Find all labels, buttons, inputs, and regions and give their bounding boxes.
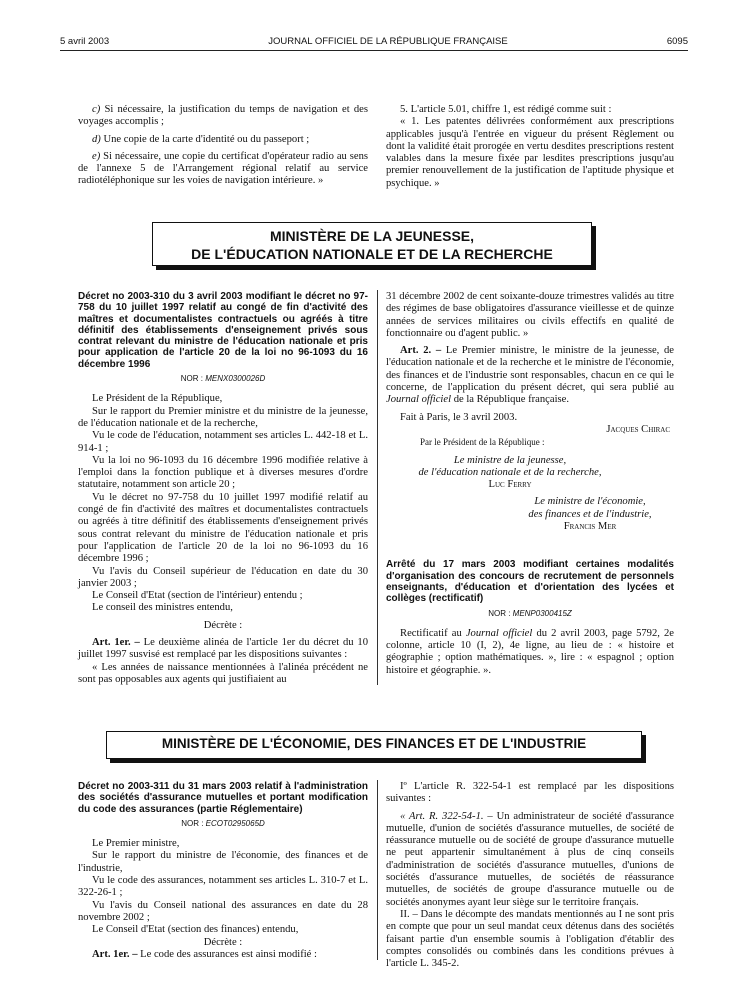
ministry-economie-heading (106, 731, 642, 759)
decree1-quote: « Les années de naissance mentionnées à l'alinéa précédent ne sont pas opposables aux agents qui justifiaient au (78, 661, 368, 685)
decree2-nor: NOR : ECOT0295065D (181, 818, 265, 828)
decree2-premier-ministre: Le Premier ministre, (92, 838, 180, 850)
arrete-rectificatif: Rectificatif au Journal officiel du 2 avril 2003, page 5792, 2e colonne, article 10 (I, 2), 4e ligne, au lieu de : « histoire et géographie ; option mathématiques. », lire : « espagnol ; option histoire et géographie. ». (386, 627, 675, 676)
decree1-title: Décret no 2003-310 du 3 avril 2003 modifiant le décret no 97-758 du 10 juillet 1997 relatif au congé de fin d'activité des maîtres et documentalistes contractuels ou agréés à titre définitif des établissements d'enseignement privés sous contrat relevant du ministre de l'éducation nationale et pris pour application de l'article 20 de la loi no 96-1093 du 16 décembre 1996 (78, 291, 368, 370)
decree2-conseil-etat: Le Conseil d'Etat (section des finances) entendu, (92, 924, 299, 936)
decree2-left-column (78, 781, 368, 961)
decree1-vu-avis: Vu l'avis du Conseil supérieur de l'éducation en date du 30 janvier 2003 ; (78, 565, 368, 589)
article-5-quote: « 1. Les patentes délivrées conformément aux prescriptions applicables jusqu'à l'entrée en vigueur du présent Règlement ou dont la validité était prorogée en vertu desdites prescriptions restent valables dans la mesure fixée par lesdites prescriptions jusqu'au premier renouvellement de la justification de l'aptitude physique et psychique. » (386, 116, 674, 189)
decree2-rapport: Sur le rapport du ministre de l'économie, des finances et de l'industrie, (78, 850, 368, 874)
decree2-decrete: Décrète : (203, 936, 243, 948)
decree1-signer: Jacques Chirac (606, 423, 670, 435)
decree1-vu-code: Vu le code de l'éducation, notamment ses articles L. 442-18 et L. 914-1 ; (78, 430, 368, 454)
item-d: d) Une copie de la carte d'identité ou du passeport ; (92, 133, 310, 145)
minister2-signature: Le ministre de l'économie, des finances et de l'industrie, Francis Mer (528, 496, 652, 533)
header-date: 5 avril 2003 (60, 36, 110, 47)
decree1-nor: NOR : MENX0300026D (180, 374, 266, 384)
decree1-article-1: Art. 1er. – Le deuxième alinéa de l'article 1er du décret du 10 juillet 1997 susvisé est remplacé par les dispositions suivantes : (78, 637, 368, 661)
decree1-decrete: Décrète : (203, 619, 243, 631)
page-header (60, 36, 688, 50)
decree2-article-1: Art. 1er. – Le code des assurances est ainsi modifié : (92, 948, 317, 960)
header-journal-title: JOURNAL OFFICIEL DE LA RÉPUBLIQUE FRANÇAISE (268, 36, 508, 47)
column-separator-2 (377, 780, 378, 960)
decree2-vu-avis: Vu l'avis du Conseil national des assurances en date du 28 novembre 2002 ; (78, 899, 368, 923)
decree1-by-president: Par le Président de la République : (420, 437, 545, 448)
article-5-intro: 5. L'article 5.01, chiffre 1, est rédigé comme suit : (400, 104, 612, 115)
decree1-vu-decret: Vu le décret no 97-758 du 10 juillet 1997 modifié relatif au congé de fin d'activité des maîtres et documentalistes contractuels ou agréés à titre définitif des établissements d'enseignement privés sous contrat relevant du ministre de l'éducation nationale et pris pour l'application de l'article 20 de la loi no 96-1093 du 16 décembre 1996 ; (78, 491, 368, 565)
arrete-nor: NOR : MENP0300415Z (488, 608, 572, 618)
minister1-signature: Le ministre de la jeunesse, de l'éducation nationale et de la recherche, Luc Ferry (418, 454, 602, 491)
ministry-jeunesse-heading (152, 222, 592, 266)
decree1-vu-loi: Vu la loi no 96-1093 du 16 décembre 1996 modifiée relative à l'emploi dans la fonction publique et à diverses mesures d'ordre statutaire, notamment son article 20 ; (78, 454, 368, 491)
decree2-article-r322: « Art. R. 322-54-1. – Un administrateur de société d'assurance mutuelle, d'union de sociétés d'assurance mutuelles, de société de réassurance mutuelle ou de société de groupe d'assurance mutuelle ne peut appartenir simultanément à plus de cinq conseils d'administration de sociétés d'assurance mutuelles, d'unions de sociétés d'assurance mutuelles, de sociétés de réassurance mutuelles, de sociétés de groupe d'assurance mutuelle ou de sociétés anonymes ayant leur siège sur le territoire français. (386, 810, 674, 908)
header-rule (60, 50, 688, 51)
decree1-president: Le Président de la République, (92, 393, 223, 405)
column-separator (377, 290, 378, 685)
decree1-rapport: Sur le rapport du Premier ministre et du ministre de la jeunesse, de l'éducation nationale et de la recherche, (78, 405, 368, 429)
item-c: c) Si nécessaire, la justification du temps de navigation et des voyages accomplis ; (78, 104, 368, 128)
ministry-heading-line1: MINISTÈRE DE LA JEUNESSE, (269, 228, 475, 244)
top-left-column (78, 104, 368, 188)
arrete-title: Arrêté du 17 mars 2003 modifiant certaines modalités d'organisation des concours de recrutement de personnels enseignants, d'éducation et d'orientation des lycées et collèges (rectificatif) (386, 559, 674, 605)
top-right-column (386, 104, 674, 190)
decree1-conseil-etat: Le Conseil d'Etat (section de l'intérieur) entendu ; (92, 590, 303, 602)
decree1-quote-continued: 31 décembre 2002 de cent soixante-douze trimestres validés au titre des régimes de base obligatoires d'assurance vieillesse et de quinze années de services militaires ou civils effectifs en qualité de fonctionnaire ou d'agent public. » (386, 291, 674, 339)
decree1-article-2: Art. 2. – Le Premier ministre, le ministre de la jeunesse, de l'éducation nationale et de la recherche et le ministre de l'économie, des finances et de l'industrie sont responsables, chacun en ce qui le concerne, de l'application du présent décret, qui sera publié au Journal officiel de la République française. (386, 345, 674, 406)
decree2-right-column (386, 781, 674, 970)
decree1-fait-a-paris: Fait à Paris, le 3 avril 2003. (400, 411, 518, 423)
item-e: e) Si nécessaire, une copie du certificat d'opérateur radio au sens de l'annexe 5 de l'Arrangement régional relatif au service radiotéléphonique sur les voies de navigation intérieure. » (78, 150, 368, 187)
decree2-vu-code: Vu le code des assurances, notamment ses articles L. 310-7 et L. 322-26-1 ; (78, 875, 368, 899)
ministry2-heading-line1: MINISTÈRE DE L'ÉCONOMIE, DES FINANCES ET DE L'INDUSTRIE (161, 736, 587, 751)
decree2-item-2: II. – Dans le décompte des mandats mentionnés au I ne sont pris en compte que pour un seul mandat ceux détenus dans des sociétés faisant partie d'un ensemble soumis à l'obligation d'établir des comptes consolidés ou combinés dans les conditions prévues à l'article L. 345-2. (386, 908, 674, 970)
decree1-conseil-ministres: Le conseil des ministres entendu, (92, 602, 233, 614)
decree1-right-column (386, 291, 674, 677)
decree2-title: Décret no 2003-311 du 31 mars 2003 relatif à l'administration des sociétés d'assurance mutuelles et portant modification du code des assurances (partie Réglementaire) (78, 781, 368, 815)
decree1-left-column (78, 291, 368, 686)
decree2-item-1: Iº L'article R. 322-54-1 est remplacé par les dispositions suivantes : (386, 781, 674, 805)
ministry-heading-line2: DE L'ÉDUCATION NATIONALE ET DE LA RECHERCHE (191, 246, 553, 262)
header-page-number: 6095 (666, 36, 688, 47)
